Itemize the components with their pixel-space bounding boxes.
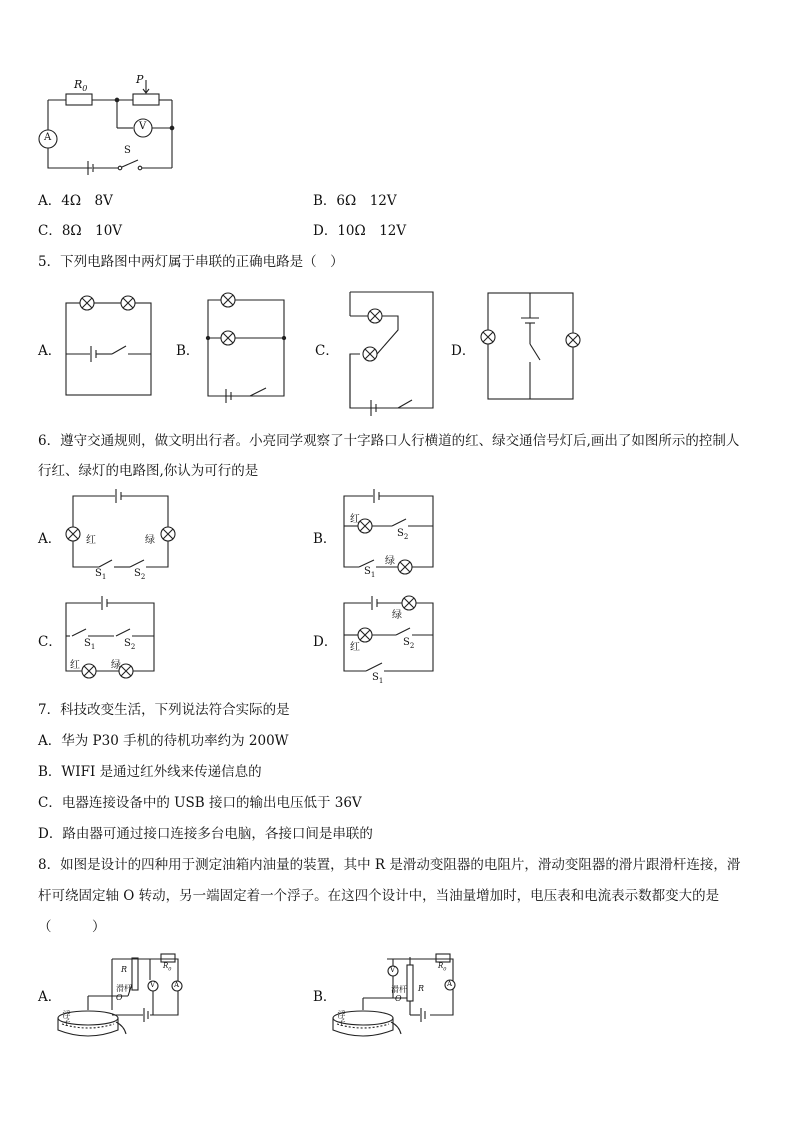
q7-option-d[interactable]: D．路由器可通过接口连接多台电脑，各接口间是串联的 (38, 826, 373, 842)
q4-option-d[interactable]: D．10Ω 12V (313, 223, 407, 239)
q8-b-rod: 滑杆 (391, 985, 407, 994)
q5-label-b[interactable]: B． (176, 343, 200, 359)
q8-a-a: A (174, 981, 180, 989)
q6-stem-line1: 6．遵守交通规则，做文明出行者。小亮同学观察了十字路口人行横道的红、绿交通信号灯后,画出了如图所示的控制人 (38, 433, 740, 449)
q6-label-c[interactable]: C． (38, 634, 62, 650)
q6-b-s1: $S_1$ (364, 566, 376, 579)
q6-b-red: 红 (350, 514, 360, 525)
q6-label-b[interactable]: B． (313, 531, 337, 547)
q6-b-s2: $S_2$ (397, 528, 409, 541)
q4-r0-label: $R_0$ (74, 78, 88, 94)
q5-label-c[interactable]: C． (315, 343, 339, 359)
q8-b-r0: $R_0$ (438, 962, 447, 973)
q8-label-a[interactable]: A． (38, 989, 62, 1005)
q5-stem: 5．下列电路图中两灯属于串联的正确电路是（ ） (38, 254, 344, 270)
q6-a-green: 绿 (145, 535, 155, 546)
q6-label-d[interactable]: D． (313, 634, 338, 650)
q4-v-label: V (139, 121, 147, 132)
q6-c-red: 红 (70, 660, 80, 671)
q8-a-r0: $R_0$ (163, 962, 172, 973)
q6-label-a[interactable]: A． (38, 531, 62, 547)
q6-a-red: 红 (86, 535, 96, 546)
q8-stem-line1: 8．如图是设计的四种用于测定油箱内油量的装置，其中 R 是滑动变阻器的电阻片，滑动变阻器的滑片跟滑杆连接，滑 (38, 857, 741, 873)
q6-c-s1: $S_1$ (84, 638, 96, 651)
q8-b-float: 浮子 (337, 1010, 346, 1026)
q4-s-label: S (124, 145, 131, 156)
q5-label-a[interactable]: A． (38, 343, 62, 359)
q4-p-label: P (136, 73, 144, 86)
q8-b-r: R (418, 984, 425, 993)
q7-stem: 7．科技改变生活，下列说法符合实际的是 (38, 702, 290, 718)
q6-d-s1: $S_1$ (372, 672, 384, 685)
q8-b-v: V (390, 966, 396, 974)
q6-b-green: 绿 (385, 556, 395, 567)
q8-a-o: O (116, 993, 123, 1002)
q4-option-b[interactable]: B．6Ω 12V (313, 193, 397, 209)
q5-label-d[interactable]: D． (451, 343, 476, 359)
q8-label-b[interactable]: B． (313, 989, 337, 1005)
q4-option-c[interactable]: C．8Ω 10V (38, 223, 123, 239)
q8-b-a: A (447, 980, 453, 988)
q4-a-label: A (44, 132, 52, 143)
q6-c-green: 绿 (111, 660, 121, 671)
q7-option-a[interactable]: A．华为 P30 手机的待机功率约为 200W (38, 733, 289, 749)
q6-a-s2: $S_2$ (134, 568, 146, 581)
q7-option-c[interactable]: C．电器连接设备中的 USB 接口的输出电压低于 36V (38, 795, 362, 811)
q8-stem-line3: （ ） (38, 919, 106, 935)
q7-option-b[interactable]: B．WIFI 是通过红外线来传递信息的 (38, 764, 262, 780)
q8-stem-line2: 杆可绕固定轴 O 转动，另一端固定着一个浮子。在这四个设计中，当油量增加时，电压表和电流表示数都变大的是 (38, 888, 720, 904)
q6-d-s2: $S_2$ (403, 637, 415, 650)
q6-d-red: 红 (350, 642, 360, 653)
q4-option-a[interactable]: A．4Ω 8V (38, 193, 113, 209)
q8-a-r: R (121, 965, 128, 974)
q8-b-o: O (395, 994, 402, 1003)
q6-a-s1: $S_1$ (95, 568, 107, 581)
q8-a-rod: 滑杆 (116, 984, 132, 993)
q8-a-v: V (150, 981, 156, 989)
q8-a-float: 浮子 (62, 1010, 71, 1026)
q6-stem-line2: 行红、绿灯的电路图,你认为可行的是 (38, 463, 259, 479)
q6-d-green: 绿 (392, 610, 402, 621)
q6-c-s2: $S_2$ (124, 638, 136, 651)
